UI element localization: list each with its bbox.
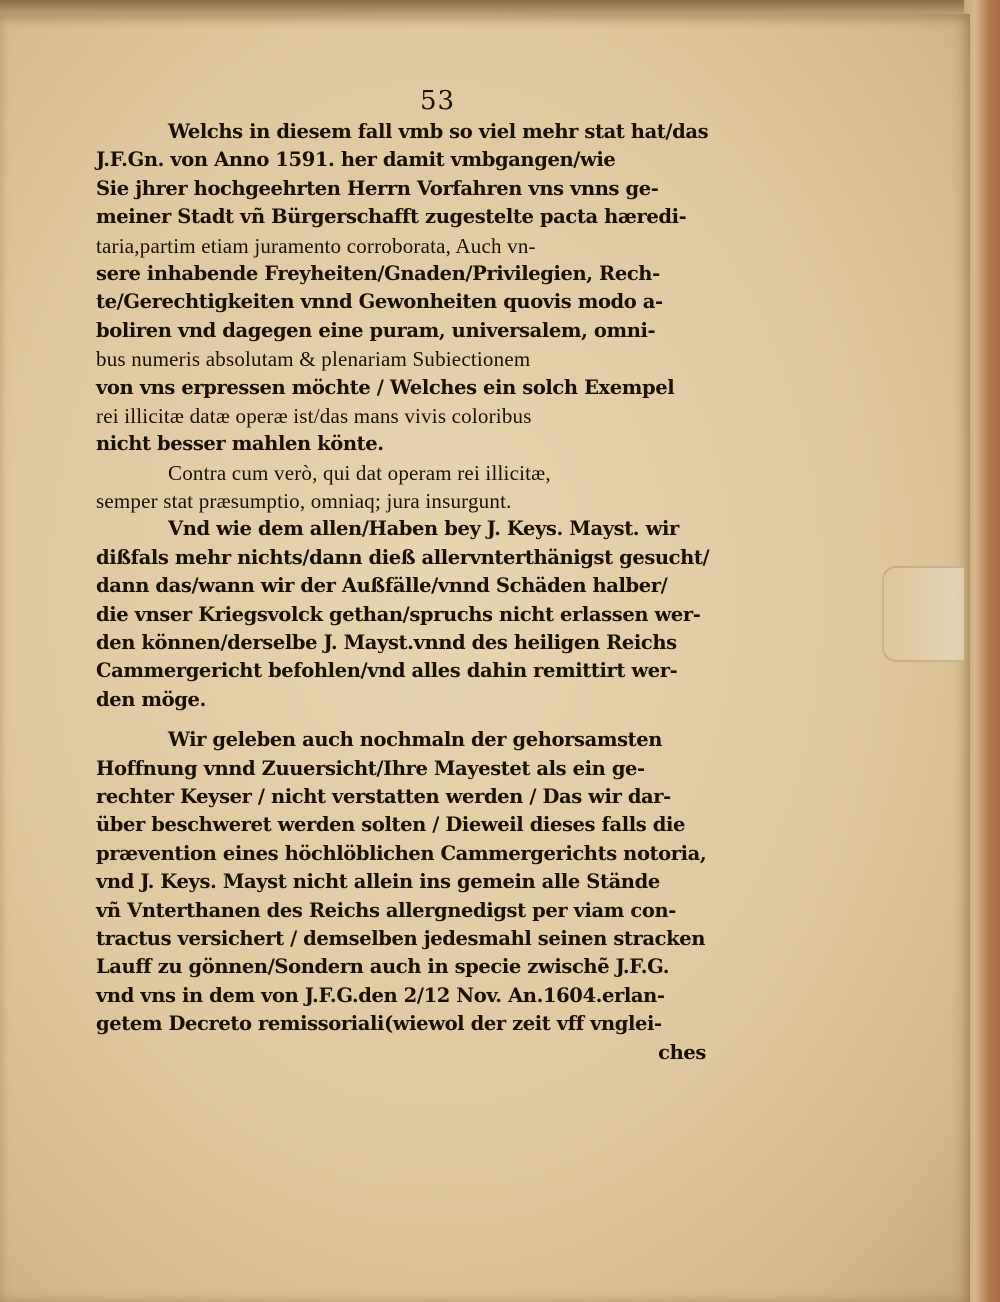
text-line: den möge.: [96, 687, 206, 711]
text-line: dißfals mehr nichts/dann dieß allervnterthänigst gesucht/: [96, 545, 710, 569]
text-line: vnd J. Keys. Mayst nicht allein ins gemein alle Stände: [96, 870, 660, 894]
text-line: semper stat præsumptio, omniaq; jura insurgunt.: [96, 489, 512, 514]
text-line: die vnser Kriegsvolck gethan/spruchs nicht erlassen wer-: [96, 602, 701, 626]
text-line: taria,partim etiam juramento corroborata, Auch vn-: [96, 233, 536, 258]
text-line: Cammergericht befohlen/vnd alles dahin remittirt wer-: [96, 659, 678, 683]
text-line: te/Gerechtigkeiten vnnd Gewonheiten quovis modo a-: [96, 290, 663, 314]
text-line: vnd vns in dem von J.F.G.den 2/12 Nov. An.1604.erlan-: [96, 983, 665, 1007]
text-line: Sie jhrer hochgeehrten Herrn Vorfahren vns vnns ge-: [96, 176, 659, 200]
text-line: getem Decreto remissoriali(wiewol der zeit vff vnglei-: [96, 1012, 662, 1036]
text-line: Vnd wie dem allen/Haben bey J. Keys. Mayst. wir: [168, 517, 679, 541]
text-line: über beschweret werden solten / Dieweil dieses falls die: [96, 813, 685, 837]
text-line: nicht besser mahlen könte.: [96, 432, 384, 456]
catchword: ches: [658, 1040, 706, 1064]
text-line: tractus versichert / demselben jedesmahl seinen stracken: [96, 926, 705, 950]
text-line: prævention eines höchlöblichen Cammergerichts notoria,: [96, 841, 707, 865]
text-line: boliren vnd dagegen eine puram, universalem, omni-: [96, 318, 656, 342]
text-line: rei illicitæ datæ operæ ist/das mans vivis coloribus: [96, 403, 532, 428]
text-line: von vns erpressen möchte / Welches ein solch Exempel: [96, 375, 675, 399]
text-line: rechter Keyser / nicht verstatten werden / Das wir dar-: [96, 784, 671, 808]
text-line: J.F.Gn. von Anno 1591. her damit vmbgangen/wie: [96, 148, 616, 172]
text-line: Hoffnung vnnd Zuuersicht/Ihre Mayestet als ein ge-: [96, 756, 645, 780]
text-line: bus numeris absolutam & plenariam Subiectionem: [96, 347, 531, 372]
page-tab-marker: [882, 566, 964, 662]
text-line: Welchs in diesem fall vmb so viel mehr stat hat/das: [168, 120, 709, 143]
text-line: meiner Stadt vñ Bürgerschafft zugestelte pacta hæredi-: [96, 205, 687, 229]
text-line: Lauff zu gönnen/Sondern auch in specie zwischẽ J.F.G.: [96, 955, 670, 979]
text-line: den können/derselbe J. Mayst.vnnd des heiligen Reichs: [96, 631, 677, 655]
text-line: vñ Vnterthanen des Reichs allergnedigst per viam con-: [96, 898, 676, 922]
paragraph-gap: [96, 714, 736, 726]
text-line: sere inhabende Freyheiten/Gnaden/Privilegien, Rech-: [96, 261, 660, 285]
text-line: Contra cum verò, qui dat operam rei illicitæ,: [168, 460, 551, 485]
page-text-block: [96, 118, 736, 1067]
text-line: dann das/wann wir der Außfälle/vnnd Schäden halber/: [96, 574, 668, 598]
text-line: Wir geleben auch nochmaln der gehorsamsten: [168, 728, 663, 752]
page-number: 53: [420, 86, 456, 116]
